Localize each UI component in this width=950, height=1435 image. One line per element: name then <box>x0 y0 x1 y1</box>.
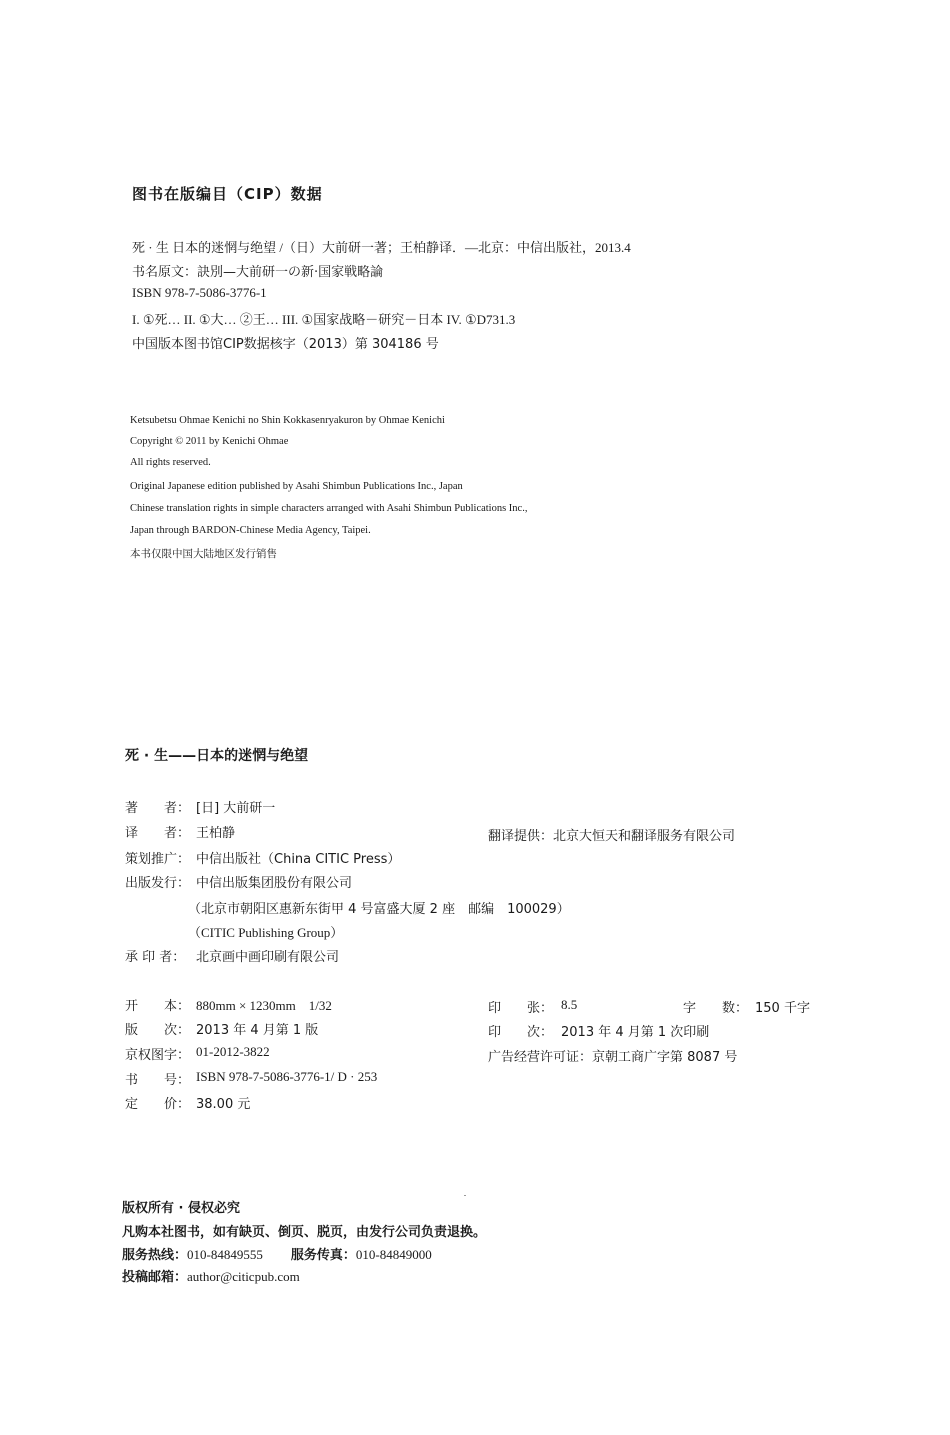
cip-heading: 图书在版编目（CIP）数据 <box>132 185 323 203</box>
edition-label: 版 次： <box>125 1023 191 1038</box>
publisher-label: 出版发行： <box>125 876 191 891</box>
cip-line-original-title: 书名原文：訣別—大前研一の新·国家戦略論 <box>132 265 384 280</box>
service-line <box>122 1244 432 1263</box>
cip-line-record-number: 中国版本图书馆CIP数据核字（2013）第 304186 号 <box>132 337 439 352</box>
printer-value: 北京画中画印刷有限公司 <box>196 950 340 965</box>
sheets-label: 印 张： <box>488 1001 554 1016</box>
isbn-value: ISBN 978-7-5086-3776-1/ D · 253 <box>196 1069 378 1084</box>
format-value: 880mm × 1230mm 1/32 <box>196 998 332 1013</box>
email-line <box>122 1266 300 1285</box>
printer-label: 承 印 者： <box>125 950 186 965</box>
rights-reserved: 版权所有 · 侵权必究 <box>122 1201 240 1216</box>
printing-value: 2013 年 4 月第 1 次印刷 <box>561 1025 710 1040</box>
book-title: 死 · 生——日本的迷惘与绝望 <box>125 748 309 764</box>
email-label: 投稿邮箱： <box>122 1270 188 1285</box>
format-label: 开 本： <box>125 999 191 1014</box>
publisher-value: 中信出版集团股份有限公司 <box>196 876 353 891</box>
printing-label: 印 次： <box>488 1025 554 1040</box>
copyright-line-agency: Japan through BARDON-Chinese Media Agency, Taipei. <box>130 525 371 536</box>
hotline-value: 010-84849555 <box>187 1247 263 1262</box>
cip-line-isbn: ISBN 978-7-5086-3776-1 <box>132 285 267 300</box>
copyright-line-distribution: 本书仅限中国大陆地区发行销售 <box>130 548 277 560</box>
copyright-line-original-title: Ketsubetsu Ohmae Kenichi no Shin Kokkasenryakuron by Ohmae Kenichi <box>130 415 445 426</box>
hotline-label: 服务热线： <box>122 1248 188 1263</box>
sheets-value: 8.5 <box>561 997 578 1012</box>
price-value: 38.00 元 <box>196 1097 251 1112</box>
author-label: 著 者： <box>125 801 191 816</box>
author-value: [日] 大前研一 <box>196 801 276 816</box>
copyright-line-translation-rights: Chinese translation rights in simple characters arranged with Asahi Shimbun Publications Inc., <box>130 503 528 514</box>
cip-line-title: 死 · 生 日本的迷惘与绝望 /（日）大前研一著；王柏静译．—北京：中信出版社，2013.4 <box>132 240 631 255</box>
cip-line-classification: I. ①死… II. ①大… ②王… III. ①国家战略－研究－日本 IV. ①D731.3 <box>132 312 516 327</box>
translator-value: 王柏静 <box>196 826 236 841</box>
publisher-english-name: （CITIC Publishing Group） <box>188 925 344 940</box>
translation-provider: 翻译提供：北京大恒天和翻译服务有限公司 <box>488 829 736 844</box>
copyright-line-notice: Copyright © 2011 by Kenichi Ohmae <box>130 436 289 447</box>
publisher-address: （北京市朝阳区惠新东街甲 4 号富盛大厦 2 座 邮编 100029） <box>188 902 570 917</box>
words-label: 字 数： <box>683 1001 749 1016</box>
copyright-line-japanese-edition: Original Japanese edition published by Asahi Shimbun Publications Inc., Japan <box>130 481 463 492</box>
email-value: author@citicpub.com <box>187 1269 300 1284</box>
license-label: 京权图字： <box>125 1048 191 1063</box>
planner-label: 策划推广： <box>125 852 191 867</box>
scan-mark <box>464 1195 466 1196</box>
fax-value: 010-84849000 <box>355 1247 432 1262</box>
license-value: 01-2012-3822 <box>196 1044 270 1059</box>
fax-label: 服务传真： <box>290 1248 356 1263</box>
isbn-label: 书 号： <box>125 1073 191 1088</box>
translator-label: 译 者： <box>125 826 191 841</box>
edition-value: 2013 年 4 月第 1 版 <box>196 1023 319 1038</box>
price-label: 定 价： <box>125 1097 191 1112</box>
copyright-line-rights: All rights reserved. <box>130 457 211 468</box>
ad-license: 广告经营许可证：京朝工商广字第 8087 号 <box>488 1050 738 1065</box>
return-notice: 凡购本社图书，如有缺页、倒页、脱页，由发行公司负责退换。 <box>122 1225 487 1240</box>
planner-value: 中信出版社（China CITIC Press） <box>196 852 401 867</box>
words-value: 150 千字 <box>755 1001 810 1016</box>
